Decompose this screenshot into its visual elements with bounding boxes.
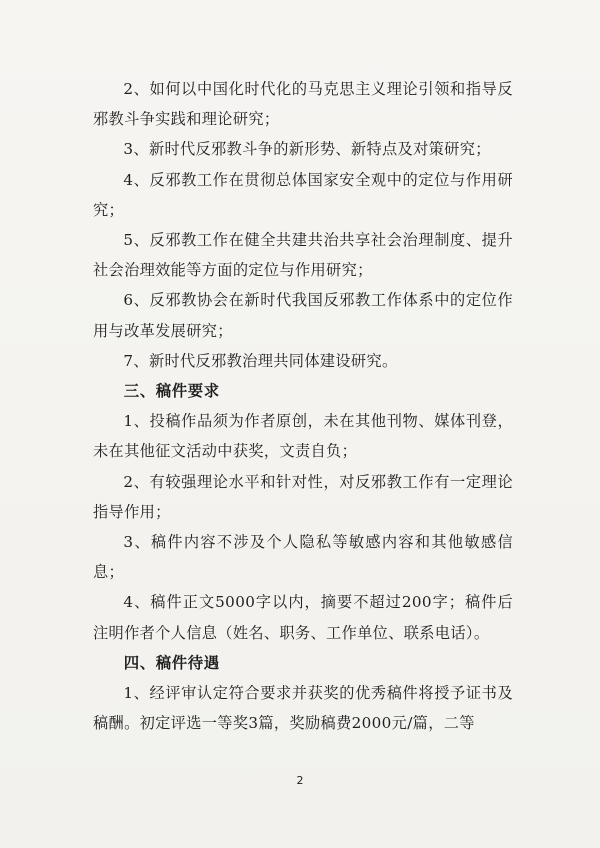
list-item: 3、新时代反邪教斗争的新形势、新特点及对策研究； (123, 140, 491, 159)
list-item: 1、投稿作品须为作者原创，未在其他刊物、媒体刊登，未在其他征文活动中获奖，文责自负； (93, 412, 513, 461)
list-item: 3、稿件内容不涉及个人隐私等敏感内容和其他敏感信息； (93, 533, 513, 582)
section-heading-requirements: 三、稿件要求 (123, 382, 220, 401)
section-heading-rewards: 四、稿件待遇 (123, 653, 220, 672)
list-item: 1、经评审认定符合要求并获奖的优秀稿件将授予证书及稿酬。初定评选一等奖3篇，奖励稿费2000元/篇，二等 (93, 684, 513, 733)
list-item: 2、如何以中国化时代化的马克思主义理论引领和指导反邪教斗争实践和理论研究； (93, 80, 513, 129)
document-body (93, 74, 513, 738)
list-item: 7、新时代反邪教治理共同体建设研究。 (123, 351, 398, 370)
list-item: 4、反邪教工作在贯彻总体国家安全观中的定位与作用研究； (93, 170, 513, 219)
list-item: 5、反邪教工作在健全共建共治共享社会治理制度、提升社会治理效能等方面的定位与作用研究； (93, 231, 513, 280)
list-item: 4、稿件正文5000字以内，摘要不超过200字；稿件后注明作者个人信息（姓名、职务、工作单位、联系电话）。 (93, 593, 513, 642)
list-item: 2、有较强理论水平和针对性，对反邪教工作有一定理论指导作用； (93, 472, 513, 521)
list-item: 6、反邪教协会在新时代我国反邪教工作体系中的定位作用与改革发展研究； (93, 291, 513, 340)
page-number: 2 (296, 774, 304, 787)
